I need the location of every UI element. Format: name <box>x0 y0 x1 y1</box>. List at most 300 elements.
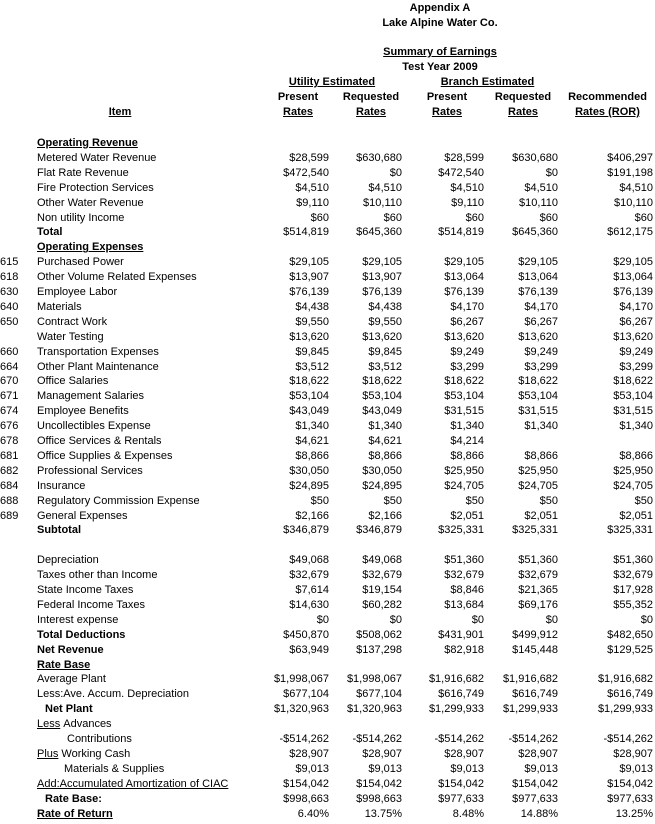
report-title: Summary of Earnings <box>383 46 497 58</box>
table-row <box>0 628 655 643</box>
value-col-2: $13,907 <box>362 271 402 284</box>
row-label: Non utility Income <box>37 211 125 224</box>
value-col-5: $24,705 <box>613 479 653 492</box>
value-col-1: $13,620 <box>289 330 329 343</box>
value-col-5: $612,175 <box>607 226 653 239</box>
value-col-1: $2,166 <box>295 509 329 522</box>
row-label: Rate Base: <box>45 792 102 805</box>
table-row <box>0 583 655 598</box>
row-label-text: Working Cash <box>61 747 131 760</box>
value-col-3: $24,705 <box>444 479 484 492</box>
row-label: Contract Work <box>37 315 108 328</box>
value-col-2: $30,050 <box>362 464 402 477</box>
table-row <box>0 553 655 568</box>
row-label: Contributions <box>67 733 132 745</box>
value-col-3: $4,170 <box>450 300 484 313</box>
table-row <box>0 464 655 479</box>
value-col-4: $1,916,682 <box>502 673 558 686</box>
row-label: Office Supplies & Expenses <box>37 449 173 462</box>
value-col-2: $998,663 <box>356 792 402 805</box>
value-col-2: $76,139 <box>362 286 402 298</box>
value-col-2: $32,679 <box>362 569 402 582</box>
value-col-4: $31,515 <box>518 405 558 418</box>
table-row <box>0 717 655 732</box>
value-col-1: $60 <box>310 211 329 224</box>
value-col-3: $8,866 <box>450 449 484 462</box>
row-label: Net Plant <box>45 703 93 716</box>
value-col-1: $24,895 <box>289 479 329 492</box>
value-col-4: $53,104 <box>518 390 558 403</box>
value-col-3: $9,110 <box>451 196 484 209</box>
table-row <box>0 523 655 538</box>
value-col-2: $9,013 <box>368 762 402 775</box>
value-col-3: $82,918 <box>444 643 484 656</box>
row-label-prefix: Less <box>37 718 61 731</box>
value-col-3: $431,901 <box>438 628 484 641</box>
value-col-5: $32,679 <box>613 569 653 582</box>
value-col-2: $9,550 <box>368 315 402 328</box>
value-col-1: $4,510 <box>295 181 329 194</box>
value-col-2: $630,680 <box>356 151 402 164</box>
row-label: Add:Accumulated Amortization of CIAC <box>37 777 229 790</box>
account-code: 650 <box>0 315 19 328</box>
row-label: Fire Protection Services <box>37 181 154 194</box>
value-col-2: $18,622 <box>362 375 402 388</box>
value-col-2: $1,340 <box>368 420 402 433</box>
value-col-2: $4,438 <box>368 300 402 313</box>
value-col-3: $18,622 <box>444 375 484 388</box>
group-branch-estimated: Branch Estimated <box>440 76 535 88</box>
value-col-1: $30,050 <box>289 464 329 477</box>
value-col-4: $25,950 <box>518 464 558 477</box>
value-col-2: $346,879 <box>356 524 402 537</box>
value-col-4: $13,620 <box>518 330 558 343</box>
value-col-2: $137,298 <box>356 643 402 656</box>
account-code: 674 <box>0 405 19 418</box>
table-row <box>0 807 655 822</box>
value-col-1: 6.40% <box>297 807 329 820</box>
row-label <box>37 717 112 732</box>
value-col-5: $406,297 <box>607 151 653 164</box>
value-col-1: $50 <box>310 494 329 507</box>
value-col-1: $28,599 <box>289 151 329 164</box>
col3-bottom: Rates <box>432 106 462 118</box>
value-col-3: $6,267 <box>450 315 484 328</box>
value-col-1: $472,540 <box>283 166 329 179</box>
account-code: 660 <box>0 345 19 358</box>
row-label: Regulatory Commission Expense <box>37 494 200 507</box>
value-col-5: $17,928 <box>613 584 653 596</box>
value-col-2: $645,360 <box>356 226 402 239</box>
value-col-2: $13,620 <box>362 330 402 343</box>
value-col-4: $21,365 <box>518 584 558 596</box>
value-col-4: $1,299,933 <box>502 703 558 716</box>
value-col-4: $1,340 <box>524 420 558 433</box>
value-col-2: $50 <box>383 494 402 507</box>
account-code: 615 <box>0 256 19 269</box>
value-col-3: 8.48% <box>452 807 484 820</box>
value-col-2: $3,512 <box>368 360 402 373</box>
row-label: Professional Services <box>37 464 143 477</box>
value-col-5: $6,267 <box>619 315 653 328</box>
value-col-3: $76,139 <box>444 286 484 298</box>
row-label: Subtotal <box>37 524 81 537</box>
row-label: Other Volume Related Expenses <box>37 271 197 284</box>
value-col-1: $43,049 <box>289 405 329 418</box>
value-col-1: $154,042 <box>283 777 329 790</box>
value-col-1: $18,622 <box>289 375 329 388</box>
value-col-3: $2,051 <box>450 509 484 522</box>
value-col-3: $0 <box>471 613 484 626</box>
row-label-text: Advances <box>63 718 112 731</box>
row-label: General Expenses <box>37 509 128 522</box>
company-name: Lake Alpine Water Co. <box>382 17 498 29</box>
value-col-4: $154,042 <box>512 777 558 790</box>
row-label: Materials <box>37 300 82 313</box>
value-col-1: $998,663 <box>283 792 329 805</box>
value-col-3: $13,684 <box>444 598 484 611</box>
row-label <box>37 747 130 762</box>
value-col-4: $18,622 <box>518 375 558 388</box>
value-col-4: $0 <box>545 613 558 626</box>
value-col-5: $13,064 <box>613 271 653 284</box>
value-col-2: $4,510 <box>368 181 402 194</box>
value-col-1: $346,879 <box>283 524 329 537</box>
value-col-1: $63,949 <box>289 643 329 656</box>
row-label: Operating Expenses <box>37 241 144 254</box>
value-col-1: $514,819 <box>283 226 329 239</box>
value-col-1: $13,907 <box>289 271 329 284</box>
table-row <box>0 702 655 717</box>
value-col-1: $450,870 <box>283 628 329 641</box>
value-col-4: $3,299 <box>524 360 558 373</box>
value-col-3: $472,540 <box>438 166 484 179</box>
row-label: Rate Base <box>37 658 91 671</box>
value-col-3: $1,299,933 <box>428 703 484 716</box>
row-label: Other Plant Maintenance <box>37 360 159 373</box>
value-col-1: $9,845 <box>295 345 329 358</box>
row-label: Office Services & Rentals <box>37 435 162 447</box>
table-row <box>0 732 655 747</box>
value-col-2: $0 <box>389 166 402 179</box>
row-label: Taxes other than Income <box>37 569 158 582</box>
value-col-3: -$514,262 <box>434 733 484 745</box>
table-row <box>0 389 655 404</box>
value-col-2: $508,062 <box>356 628 402 641</box>
value-col-5: $50 <box>634 494 653 507</box>
table-row <box>0 479 655 494</box>
table-row <box>0 151 655 166</box>
value-col-4: $645,360 <box>512 226 558 239</box>
col5-top: Recommended <box>568 91 647 103</box>
account-code: 630 <box>0 286 19 298</box>
table-row <box>0 240 655 255</box>
value-col-1: $1,320,963 <box>273 703 329 716</box>
table-row <box>0 434 655 449</box>
value-col-1: $4,438 <box>295 300 329 313</box>
value-col-5: $29,105 <box>613 256 653 269</box>
table-row <box>0 345 655 360</box>
row-label: Transportation Expenses <box>37 345 159 358</box>
row-label: Employee Labor <box>37 286 118 298</box>
value-col-5: $482,650 <box>607 628 653 641</box>
value-col-3: $13,064 <box>444 271 484 284</box>
table-row <box>0 687 655 702</box>
value-col-5: $31,515 <box>613 405 653 418</box>
col3-top: Present <box>426 91 468 103</box>
table-row <box>0 315 655 330</box>
value-col-1: -$514,262 <box>279 733 329 745</box>
table-row <box>0 166 655 181</box>
value-col-1: $4,621 <box>295 435 329 447</box>
value-col-5: $9,013 <box>619 762 653 775</box>
table-row <box>0 538 655 553</box>
value-col-4: $51,360 <box>518 554 558 567</box>
value-col-4: $9,013 <box>524 762 558 775</box>
value-col-2: $19,154 <box>362 584 402 596</box>
value-col-3: $616,749 <box>438 688 484 701</box>
value-col-5: $616,749 <box>607 688 653 701</box>
table-row <box>0 762 655 777</box>
value-col-2: $154,042 <box>356 777 402 790</box>
value-col-5: $1,299,933 <box>597 703 653 716</box>
value-col-1: $3,512 <box>295 360 329 373</box>
account-code: 688 <box>0 494 19 507</box>
value-col-1: $677,104 <box>283 688 329 701</box>
value-col-1: $9,550 <box>295 315 329 328</box>
row-label: Depreciation <box>37 554 99 567</box>
value-col-2: $677,104 <box>356 688 402 701</box>
col2-bottom: Rates <box>356 106 386 118</box>
value-col-2: $60,282 <box>362 598 402 611</box>
value-col-3: $53,104 <box>444 390 484 403</box>
value-col-5: $60 <box>634 211 653 224</box>
group-utility-estimated: Utility Estimated <box>288 76 376 88</box>
col1-top: Present <box>277 91 319 103</box>
value-col-2: $53,104 <box>362 390 402 403</box>
value-col-2: $8,866 <box>368 449 402 462</box>
table-row <box>0 374 655 389</box>
value-col-1: $49,068 <box>289 554 329 567</box>
value-col-5: $2,051 <box>619 509 653 522</box>
value-col-5: $154,042 <box>607 777 653 790</box>
value-col-3: $31,515 <box>444 405 484 418</box>
value-col-2: $60 <box>383 211 402 224</box>
value-col-3: $1,340 <box>450 420 484 433</box>
value-col-4: $29,105 <box>518 256 558 269</box>
value-col-2: $24,895 <box>362 479 402 492</box>
value-col-2: $28,907 <box>362 747 402 760</box>
value-col-5: $8,866 <box>619 449 653 462</box>
value-col-1: $76,139 <box>289 286 329 298</box>
value-col-3: $13,620 <box>444 330 484 343</box>
table-row <box>0 777 655 792</box>
col4-top: Requested <box>494 91 552 103</box>
value-col-4: $28,907 <box>518 747 558 760</box>
value-col-1: $28,907 <box>289 747 329 760</box>
row-label: Flat Rate Revenue <box>37 166 129 179</box>
value-col-4: $499,912 <box>512 628 558 641</box>
row-label: Operating Revenue <box>37 137 138 149</box>
table-row <box>0 255 655 270</box>
table-row <box>0 196 655 211</box>
value-col-2: $43,049 <box>362 405 402 418</box>
value-col-4: $24,705 <box>518 479 558 492</box>
account-code: 681 <box>0 449 19 462</box>
value-col-4: $10,110 <box>519 196 558 209</box>
appendix-title: Appendix A <box>409 2 471 14</box>
value-col-5: $9,249 <box>619 345 653 358</box>
value-col-1: $1,340 <box>295 420 329 433</box>
value-col-5: -$514,262 <box>603 733 653 745</box>
value-col-1: $8,866 <box>295 449 329 462</box>
col4-bottom: Rates <box>508 106 538 118</box>
value-col-4: $32,679 <box>518 569 558 582</box>
value-col-3: $9,013 <box>450 762 484 775</box>
table-row <box>0 613 655 628</box>
value-col-2: $49,068 <box>362 554 402 567</box>
value-col-2: 13.75% <box>364 807 402 820</box>
value-col-4: -$514,262 <box>508 733 558 745</box>
account-code: 671 <box>0 390 19 403</box>
row-label: Other Water Revenue <box>37 196 144 209</box>
value-col-3: $977,633 <box>438 792 484 805</box>
row-label: Net Revenue <box>37 643 104 656</box>
value-col-5: $129,525 <box>607 643 653 656</box>
value-col-4: 14.88% <box>520 807 558 820</box>
value-col-5: $10,110 <box>614 196 653 209</box>
value-col-3: $51,360 <box>444 554 484 567</box>
value-col-5: $55,352 <box>613 598 653 611</box>
table-row <box>0 568 655 583</box>
table-row <box>0 509 655 524</box>
row-label: Office Salaries <box>37 375 109 388</box>
value-col-3: $325,331 <box>438 524 484 537</box>
table-row <box>0 360 655 375</box>
value-col-5: $3,299 <box>619 360 653 373</box>
row-label: Metered Water Revenue <box>37 151 157 164</box>
value-col-4: $145,448 <box>512 643 558 656</box>
value-col-2: $29,105 <box>362 256 402 269</box>
row-label: Employee Benefits <box>37 405 129 418</box>
col1-bottom: Rates <box>283 106 313 118</box>
value-col-2: $9,845 <box>368 345 402 358</box>
account-code: 640 <box>0 300 19 313</box>
value-col-4: $9,249 <box>524 345 558 358</box>
row-label: Purchased Power <box>37 256 124 269</box>
row-label-prefix: Plus <box>37 747 59 760</box>
value-col-5: $4,510 <box>619 181 653 194</box>
value-col-3: $28,907 <box>444 747 484 760</box>
value-col-2: $2,166 <box>368 509 402 522</box>
value-col-2: $10,110 <box>363 196 402 209</box>
value-col-3: $154,042 <box>438 777 484 790</box>
value-col-4: $325,331 <box>512 524 558 537</box>
value-col-3: $50 <box>465 494 484 507</box>
item-column-header: Item <box>108 106 132 118</box>
row-label: Water Testing <box>37 330 104 343</box>
account-code: 684 <box>0 479 19 492</box>
value-col-4: $13,064 <box>518 271 558 284</box>
value-col-1: $53,104 <box>289 390 329 403</box>
table-row <box>0 449 655 464</box>
value-col-1: $1,998,067 <box>273 673 329 686</box>
table-row <box>0 181 655 196</box>
value-col-4: $4,170 <box>524 300 558 313</box>
table-row <box>0 211 655 226</box>
table-row <box>0 643 655 658</box>
value-col-3: $8,846 <box>450 584 484 596</box>
table-row <box>0 404 655 419</box>
test-year: Test Year 2009 <box>402 61 478 73</box>
table-row <box>0 285 655 300</box>
row-label: Average Plant <box>37 673 106 686</box>
value-col-4: $2,051 <box>524 509 558 522</box>
row-label: Less:Ave. Accum. Depreciation <box>37 688 190 701</box>
row-label: Uncollectibles Expense <box>37 420 151 433</box>
value-col-5: $4,170 <box>619 300 653 313</box>
value-col-5: $1,340 <box>619 420 653 433</box>
value-col-5: $13,620 <box>613 330 653 343</box>
account-code: 670 <box>0 375 19 388</box>
value-col-4: $8,866 <box>524 449 558 462</box>
value-col-5: $18,622 <box>613 375 653 388</box>
value-col-4: $977,633 <box>512 792 558 805</box>
table-row <box>0 136 655 151</box>
account-code: 676 <box>0 420 19 433</box>
table-row <box>0 225 655 240</box>
row-label: State Income Taxes <box>37 584 134 596</box>
value-col-5: $53,104 <box>613 390 653 403</box>
table-row <box>0 270 655 285</box>
value-col-4: $4,510 <box>524 181 558 194</box>
value-col-2: $1,320,963 <box>346 703 402 716</box>
account-code: 618 <box>0 271 19 284</box>
table-row <box>0 419 655 434</box>
row-label: Interest expense <box>37 613 119 626</box>
value-col-5: $28,907 <box>613 747 653 760</box>
value-col-5: $191,198 <box>607 166 653 179</box>
table-row <box>0 494 655 509</box>
value-col-3: $32,679 <box>444 569 484 582</box>
value-col-3: $25,950 <box>444 464 484 477</box>
account-code: 678 <box>0 435 19 447</box>
table-row <box>0 658 655 673</box>
value-col-1: $0 <box>316 613 329 626</box>
value-col-1: $7,614 <box>295 584 329 596</box>
value-col-5: $76,139 <box>613 286 653 298</box>
value-col-3: $60 <box>465 211 484 224</box>
value-col-5: $325,331 <box>607 524 653 537</box>
value-col-4: $76,139 <box>518 286 558 298</box>
row-label: Total Deductions <box>37 628 126 641</box>
value-col-5: $51,360 <box>613 554 653 567</box>
value-col-2: $0 <box>389 613 402 626</box>
value-col-4: $616,749 <box>512 688 558 701</box>
table-row <box>0 598 655 613</box>
table-row <box>0 792 655 807</box>
col2-top: Requested <box>342 91 400 103</box>
value-col-1: $14,630 <box>289 598 329 611</box>
value-col-3: $4,214 <box>450 435 484 447</box>
value-col-4: $6,267 <box>524 315 558 328</box>
value-col-4: $0 <box>545 166 558 179</box>
value-col-1: $29,105 <box>289 256 329 269</box>
row-label: Total <box>37 226 63 239</box>
value-col-5: $0 <box>640 613 653 626</box>
value-col-2: $1,998,067 <box>346 673 402 686</box>
col5-bottom: Rates (ROR) <box>575 106 640 118</box>
